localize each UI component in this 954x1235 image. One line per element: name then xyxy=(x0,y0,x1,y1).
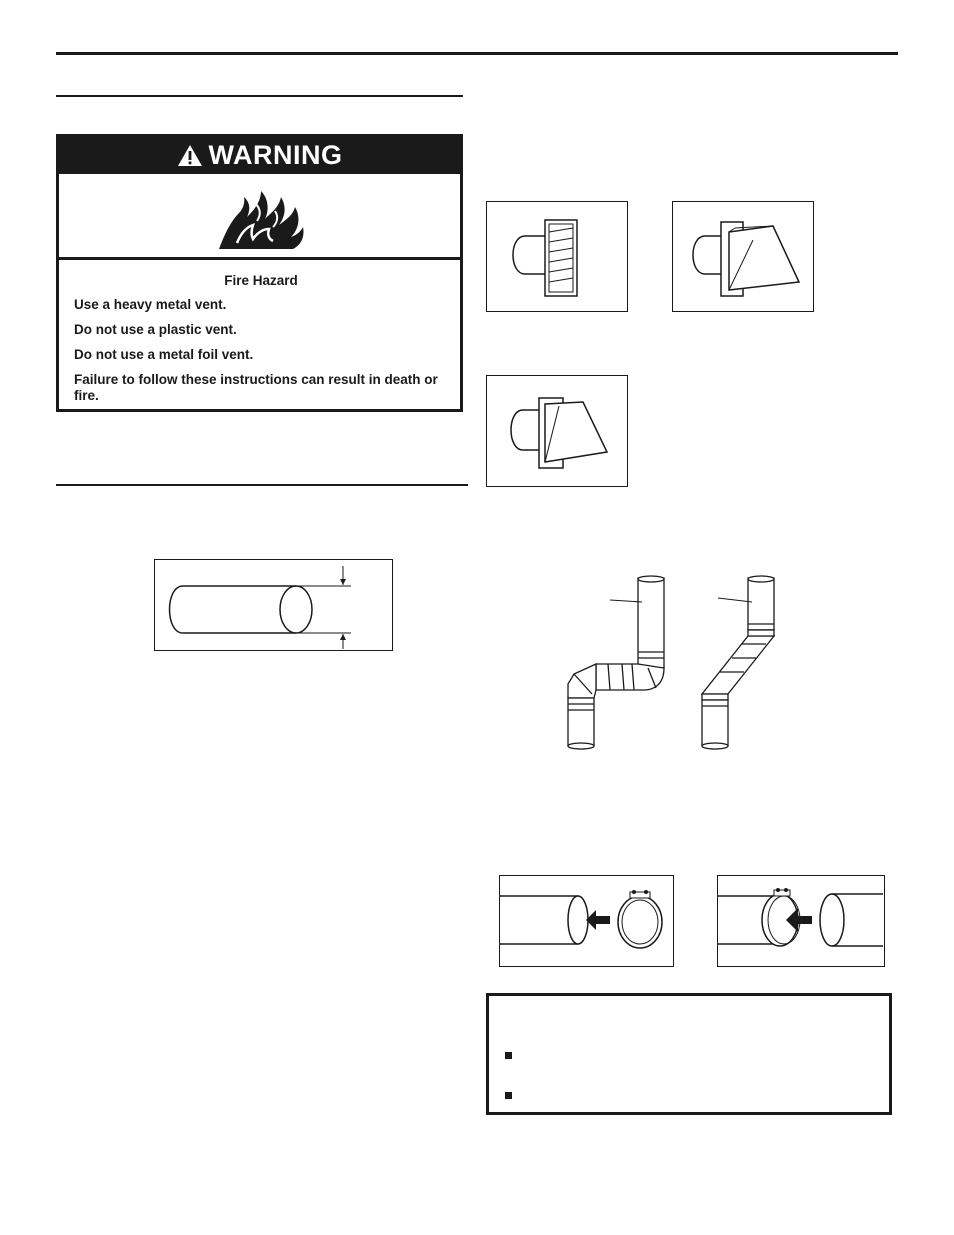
warning-header xyxy=(59,137,460,174)
section-rule-left-mid xyxy=(56,484,468,486)
warning-title: WARNING xyxy=(208,140,343,170)
warning-line-2: Do not use a plastic vent. xyxy=(74,322,237,337)
fire-hazard-icon xyxy=(217,183,307,251)
warning-text xyxy=(74,273,448,413)
vent-diameter-figure xyxy=(154,559,393,651)
vent-joining-illustration xyxy=(718,876,883,965)
vent-pipe-diameter-illustration xyxy=(155,560,391,649)
hazard-title: Fire Hazard xyxy=(224,273,298,288)
louvered-hood-figure xyxy=(486,201,628,312)
vent-into-clamp-figure xyxy=(717,875,885,967)
square-bullet-icon xyxy=(505,1092,512,1099)
clamp-slide-illustration xyxy=(500,876,672,965)
square-bullet-icon xyxy=(505,1052,512,1059)
warning-triangle-icon xyxy=(177,144,203,167)
clamp-over-vent-figure xyxy=(499,875,674,967)
warning-line-3: Do not use a metal foil vent. xyxy=(74,347,254,362)
warning-line-1: Use a heavy metal vent. xyxy=(74,297,227,312)
box-hood-illustration xyxy=(673,202,812,310)
page-top-rule xyxy=(56,52,898,55)
warning-line-4: Failure to follow these instructions can result in death or fire. xyxy=(74,372,438,403)
section-rule-left-top xyxy=(56,95,463,97)
note-box xyxy=(486,993,892,1115)
louvered-hood-illustration xyxy=(487,202,626,310)
angled-hood-illustration xyxy=(487,376,626,485)
angled-hood-figure xyxy=(486,375,628,487)
box-hood-figure xyxy=(672,201,814,312)
offset-elbow-vent xyxy=(702,576,774,749)
fire-hazard-warning-box xyxy=(56,134,463,412)
two-elbow-vent xyxy=(568,576,664,749)
elbow-configurations-illustration xyxy=(552,574,812,754)
warning-symbol-area xyxy=(59,174,460,260)
